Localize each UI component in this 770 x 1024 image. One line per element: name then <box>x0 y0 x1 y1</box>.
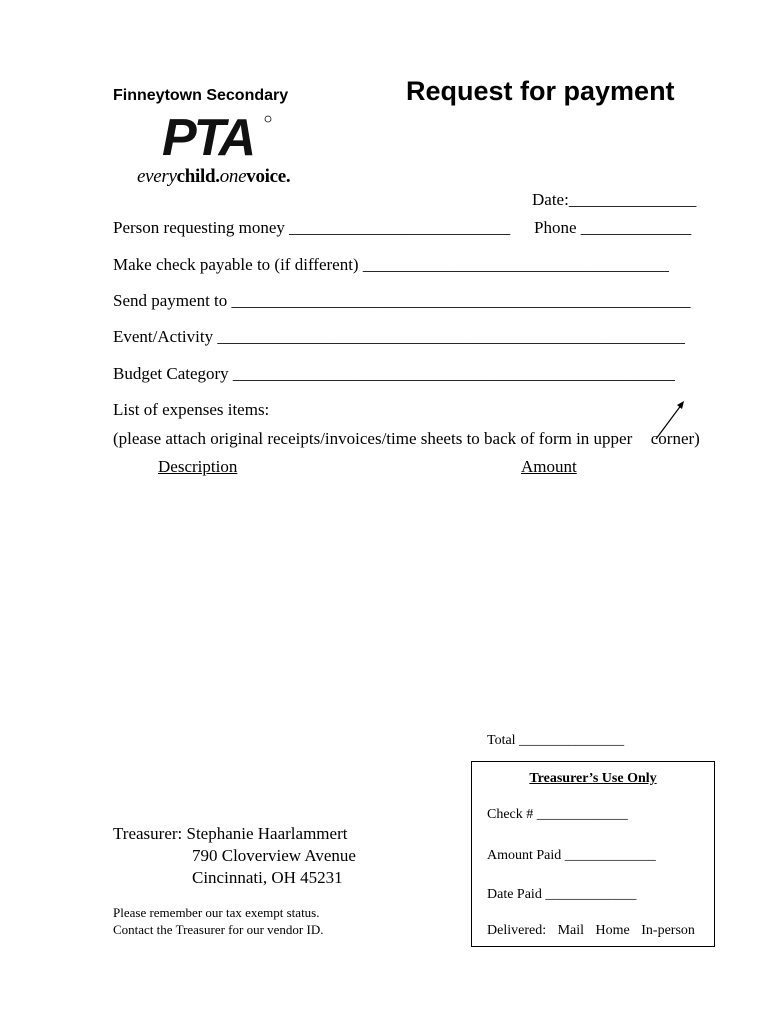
tagline-one: one <box>219 166 247 187</box>
person-requesting-field[interactable]: Person requesting money __________________________ <box>113 218 511 237</box>
delivered-label: Delivered: <box>487 923 547 938</box>
delivered-option-home[interactable]: Home <box>595 923 630 938</box>
attach-text-after: corner) <box>650 429 700 448</box>
attach-text-before: (please attach original receipts/invoices/time sheets to back of form in upper <box>113 429 633 448</box>
treasurer-name: Treasurer: Stephanie Haarlammert <box>113 824 348 843</box>
check-number-field[interactable]: Check # _____________ <box>487 807 628 822</box>
amount-paid-field[interactable]: Amount Paid _____________ <box>487 848 656 863</box>
description-column-header: Description <box>158 457 238 476</box>
date-paid-field[interactable]: Date Paid _____________ <box>487 887 637 902</box>
treasurer-box-title: Treasurer’s Use Only <box>529 771 657 786</box>
tagline-child: child. <box>176 166 220 187</box>
delivered-option-mail[interactable]: Mail <box>557 923 585 938</box>
treasurer-use-box <box>471 761 715 947</box>
amount-column-header: Amount <box>521 457 577 476</box>
attach-instructions <box>113 429 700 449</box>
tagline-every: every <box>137 166 177 187</box>
treasurer-address-line-1: 790 Cloverview Avenue <box>192 846 356 865</box>
form-title: Request for payment <box>406 76 675 106</box>
arrow-up-right-icon <box>650 398 690 442</box>
send-payment-field[interactable]: Send payment to ______________________________________________________ <box>113 291 691 310</box>
expenses-list-label: List of expenses items: <box>113 400 270 419</box>
pta-logo <box>160 112 272 160</box>
school-name: Finneytown Secondary <box>113 87 289 104</box>
delivered-options <box>487 923 703 939</box>
phone-field[interactable]: Phone _____________ <box>534 218 692 237</box>
pta-logo-text: PTA <box>162 112 254 160</box>
tax-exempt-note: Please remember our tax exempt status. <box>113 905 320 920</box>
payable-to-field[interactable]: Make check payable to (if different) ____________________________________ <box>113 255 669 274</box>
pta-tagline <box>137 166 290 188</box>
vendor-id-note: Contact the Treasurer for our vendor ID. <box>113 922 324 937</box>
tagline-voice: voice. <box>246 166 291 187</box>
total-field[interactable]: Total _______________ <box>487 733 625 748</box>
delivered-option-in-person[interactable]: In-person <box>641 923 695 938</box>
treasurer-address-line-2: Cincinnati, OH 45231 <box>192 868 343 887</box>
budget-category-field[interactable]: Budget Category ____________________________________________________ <box>113 364 675 383</box>
event-activity-field[interactable]: Event/Activity _______________________________________________________ <box>113 327 685 346</box>
date-field[interactable]: Date:_______________ <box>532 190 697 209</box>
